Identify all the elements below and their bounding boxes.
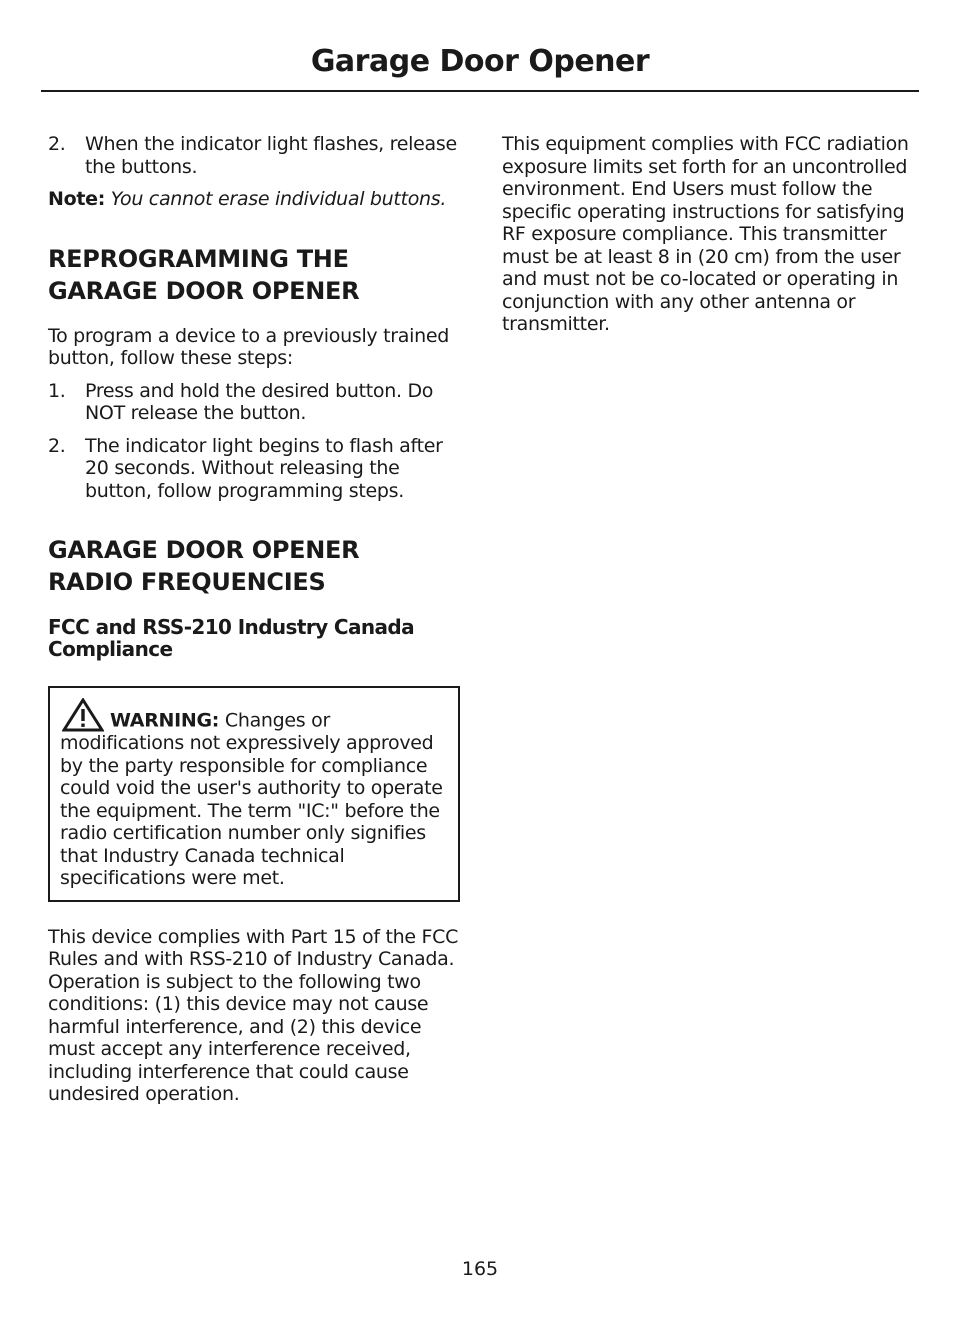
section-heading-reprogramming [48,243,460,307]
list-item-number: 1. [48,379,66,402]
warning-label: WARNING: [110,709,220,732]
right-column [502,133,916,346]
note-text: You cannot erase individual buttons. [110,188,447,210]
list-item-number: 2. [48,434,66,457]
list-item-number: 2. [48,133,66,155]
heading-line: GARAGE DOOR OPENER [48,276,360,305]
heading-line: GARAGE DOOR OPENER [48,536,360,564]
section-heading-frequencies [48,534,460,598]
list-item-text: The indicator light begins to flash after 20 seconds. Without releasing the button, follow programming steps. [85,434,443,502]
list-item [48,435,460,503]
left-column [48,133,460,1116]
note [48,188,460,211]
subheading-compliance: FCC and RSS-210 Industry Canada Compliance [48,615,414,661]
list-item-text: When the indicator light flashes, release the buttons. [85,133,457,178]
heading-line: REPROGRAMMING THE [48,244,349,273]
list-item [48,133,460,178]
compliance-paragraph: This device complies with Part 15 of the FCC Rules and with RSS-210 of Industry Canada. Operation is subject to the following two conditions: (1) this device may not cause harmful interference, and (2) this device must accept any interference received, including interference that could cause undesired operation. [48,925,459,1105]
warning-text: Changes or modifications not expressively approved by the party responsible for compliance could void the user's authority to operate the equipment. The term "IC:" before the radio certification number only signifies that Industry Canada technical specifications were met. [60,709,443,889]
page-number: 165 [461,1258,499,1280]
intro-paragraph: To program a device to a previously trained button, follow these steps: [48,324,449,369]
warning-box [48,686,460,902]
heading-line: RADIO FREQUENCIES [48,568,326,596]
warning-triangle-icon [62,698,104,732]
page-title: Garage Door Opener [310,44,650,79]
list-item [48,380,460,425]
note-label: Note: [48,188,106,210]
exposure-paragraph: This equipment complies with FCC radiation exposure limits set forth for an uncontrolled environment. End Users must follow the specific operating instructions for satisfying RF exposure compliance. This transmitter must be at least 8 in (20 cm) from the user and must not be co-located or operating in conjunction with any other antenna or transmitter. [502,133,909,335]
header-divider [41,90,919,92]
list-item-text: Press and hold the desired button. Do NOT release the button. [85,379,434,424]
